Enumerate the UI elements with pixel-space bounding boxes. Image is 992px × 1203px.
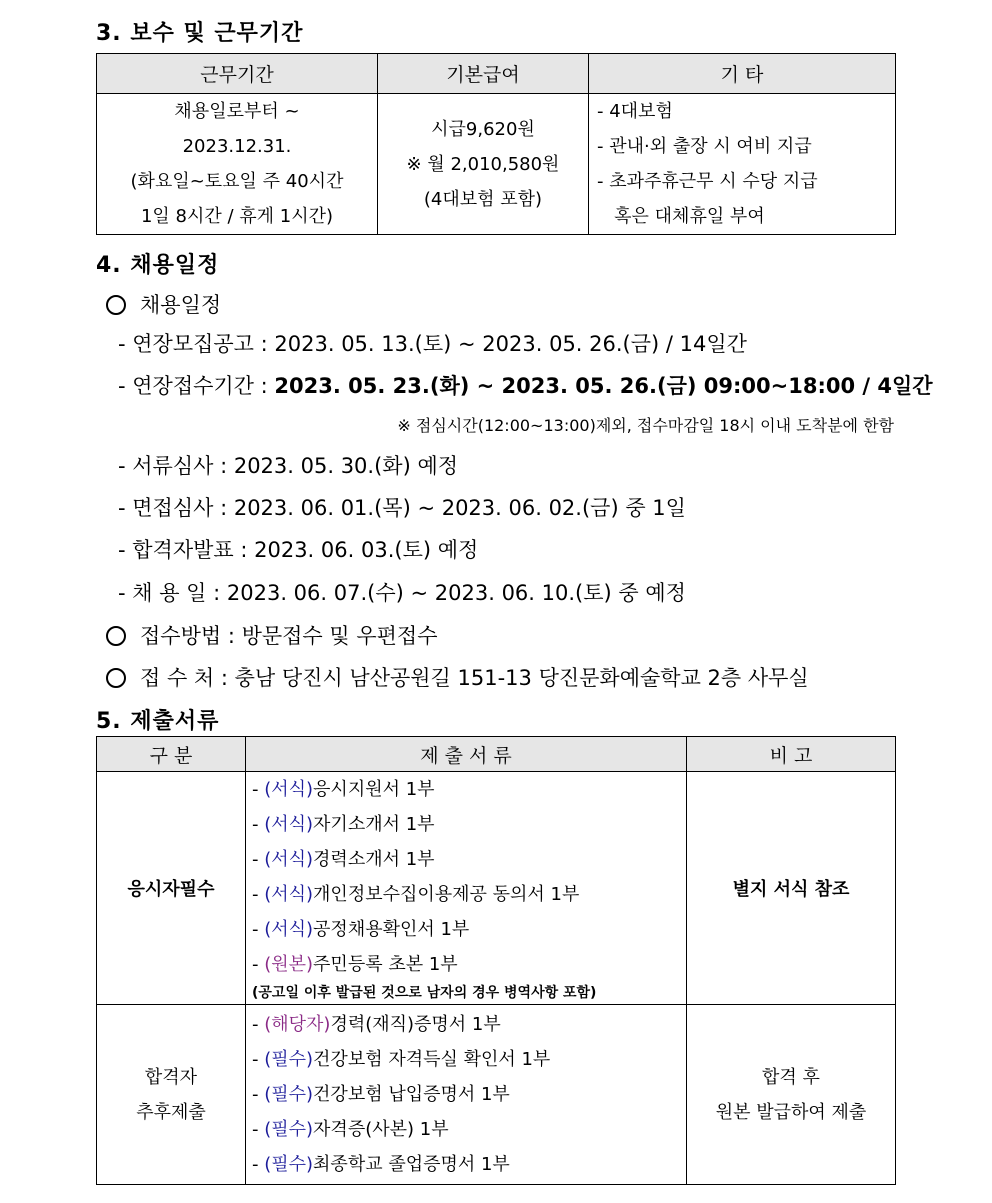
etc-cell: - 4대보험 - 관내·외 출장 시 여비 지급 - 초과주휴근무 시 수당 지급 혹은 대체휴일 부여: [589, 94, 896, 235]
after-category: 합격자 추후제출: [97, 1005, 246, 1185]
list-item: - (서식)자기소개서 1부: [252, 814, 435, 835]
list-item: - (필수)최종학교 졸업증명서 1부: [252, 1154, 510, 1175]
schedule-item: - 면접심사 : 2023. 06. 01.(목) ~ 2023. 06. 02.(금) 중 1일: [118, 496, 686, 520]
header-pay: 기본급여: [378, 54, 589, 94]
place-line: 접 수 처 : 충남 당진시 남산공원길 151-13 당진문화예술학교 2층 사무실: [106, 662, 809, 692]
header-period: 근무기간: [97, 54, 378, 94]
required-category: 응시자필수: [97, 772, 246, 1005]
circle-bullet-icon: [106, 295, 126, 315]
list-item: - (필수)건강보험 납입증명서 1부: [252, 1084, 510, 1105]
circle-bullet-icon: [106, 668, 126, 688]
schedule-note: ※ 점심시간(12:00~13:00)제외, 접수마감일 18시 이내 도착분에 한함: [397, 416, 894, 435]
list-item: - (서식)응시지원서 1부: [252, 779, 435, 800]
schedule-item: - 연장모집공고 : 2023. 05. 13.(토) ~ 2023. 05. 26.(금) / 14일간: [118, 332, 747, 356]
documents-table: [96, 736, 896, 1185]
period-cell: 채용일로부터 ~ 2023.12.31. (화요일~토요일 주 40시간 1일 8시간 / 휴게 1시간): [97, 94, 378, 235]
schedule-item: - 서류심사 : 2023. 05. 30.(화) 예정: [118, 454, 459, 478]
list-item: - (필수)자격증(사본) 1부: [252, 1119, 449, 1140]
required-remark: 별지 서식 참조: [687, 772, 896, 1005]
header-etc: 기 타: [589, 54, 896, 94]
list-item: - (원본)주민등록 초본 1부: [252, 954, 458, 975]
header-remark: 비 고: [687, 737, 896, 772]
after-docs: [246, 1005, 687, 1185]
method-line: 접수방법 : 방문접수 및 우편접수: [106, 620, 438, 650]
pay-cell: 시급9,620원 ※ 월 2,010,580원 (4대보험 포함): [378, 94, 589, 235]
header-category: 구 분: [97, 737, 246, 772]
after-remark: 합격 후 원본 발급하여 제출: [687, 1005, 896, 1185]
pay-table: [96, 53, 896, 235]
section3-heading: 3. 보수 및 근무기간: [96, 21, 304, 46]
list-item: - (서식)공정채용확인서 1부: [252, 919, 470, 940]
list-item: - (서식)경력소개서 1부: [252, 849, 435, 870]
schedule-item: - 합격자발표 : 2023. 06. 03.(토) 예정: [118, 538, 479, 562]
section5-heading: 5. 제출서류: [96, 709, 220, 734]
list-item: - (서식)개인정보수집이용제공 동의서 1부: [252, 884, 580, 905]
schedule-item: - 연장접수기간 : 2023. 05. 23.(화) ~ 2023. 05. 26.(금) 09:00~18:00 / 4일간: [118, 374, 933, 398]
required-footnote: (공고일 이후 발급된 것으로 남자의 경우 병역사항 포함): [252, 985, 597, 1001]
circle-bullet-icon: [106, 626, 126, 646]
header-documents: 제 출 서 류: [246, 737, 687, 772]
schedule-item: - 채 용 일 : 2023. 06. 07.(수) ~ 2023. 06. 10.(토) 중 예정: [118, 581, 686, 605]
section4-heading: 4. 채용일정: [96, 253, 220, 278]
required-docs: [246, 772, 687, 1005]
schedule-title: 채용일정: [106, 289, 221, 319]
list-item: - (필수)건강보험 자격득실 확인서 1부: [252, 1049, 551, 1070]
list-item: - (해당자)경력(재직)증명서 1부: [252, 1014, 501, 1035]
